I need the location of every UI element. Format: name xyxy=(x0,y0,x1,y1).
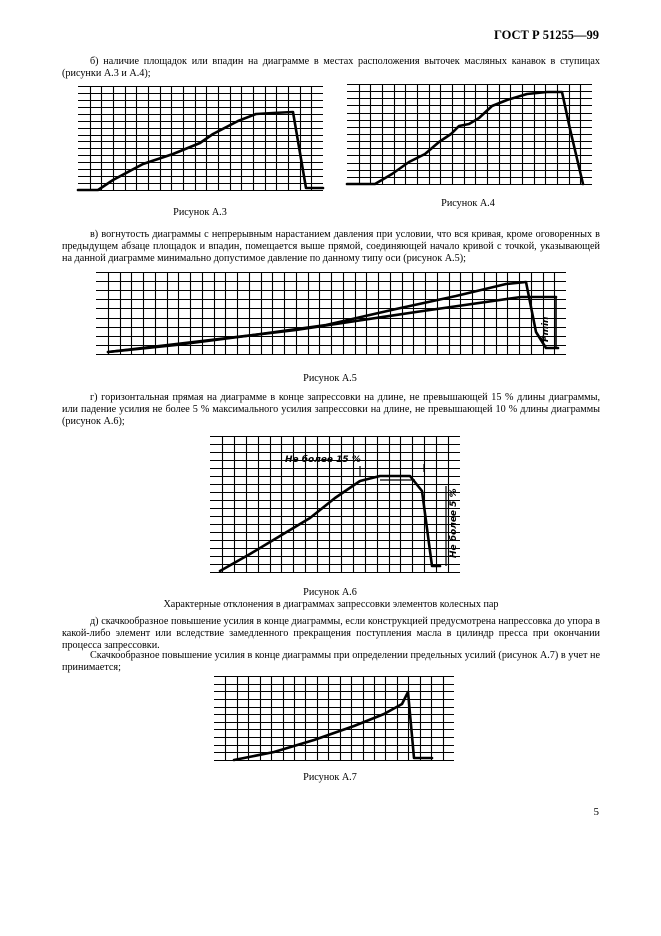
caption-a6: Рисунок А.6 xyxy=(303,587,357,598)
document-header: ГОСТ Р 51255—99 xyxy=(493,28,599,42)
caption-a3: Рисунок А.3 xyxy=(173,207,227,218)
paragraph-d: д) скачкообразное повышение усилия в конце диаграммы, если конструкцией предусмотрена напрессовка до упора в какой-либо элемент или вследствие замедленного прекращения поступления масла в цилиндр пресса при окончании процесса запрессовки. xyxy=(62,616,600,652)
figure-a3 xyxy=(78,86,323,196)
paragraph-b: б) наличие площадок или впадин на диаграмме в местах расположения выточек масляных канавок в ступицах (рисунки А.3 и А.4); xyxy=(62,56,600,80)
paragraph-g: г) горизонтальная прямая на диаграмме в конце запрессовки на длине, не превышающей 15 % длины диаграммы, или падение усилия не более 5 % максимального усилия запрессовки на длине, не превышающей 10 % длины диаграммы (рисунок А.6); xyxy=(62,392,600,428)
max5-label: Не более 5 % xyxy=(449,488,459,558)
paragraph-e: Скачкообразное повышение усилия в конце диаграммы при определении предельных усилий (рисунок А.7) в учет не принимается; xyxy=(62,650,600,674)
caption-a6-title: Характерные отклонения в диаграммах запрессовки элементов колесных пар xyxy=(163,599,499,610)
page-number: 5 xyxy=(593,806,599,818)
figure-a6 xyxy=(210,436,460,576)
figure-a7 xyxy=(214,676,454,766)
figure-a4 xyxy=(347,84,592,189)
caption-a4: Рисунок А.4 xyxy=(441,198,495,209)
paragraph-v: в) вогнутость диаграммы с непрерывным нарастанием давления при условии, что вся кривая, кроме оговоренных в предыдущем абзаце площадок и впадин, помещается выше прямой, соединяющей начало кривой с точкой, указывающей на данной диаграмме минимально допустимое давление по данному типу оси (рисунок А.5); xyxy=(62,229,600,265)
max15-label: Не более 15 % xyxy=(285,455,361,465)
pmin-label: Pmin xyxy=(541,316,551,342)
caption-a7: Рисунок А.7 xyxy=(303,772,357,783)
caption-a5: Рисунок А.5 xyxy=(303,373,357,384)
figure-a5 xyxy=(96,272,566,357)
